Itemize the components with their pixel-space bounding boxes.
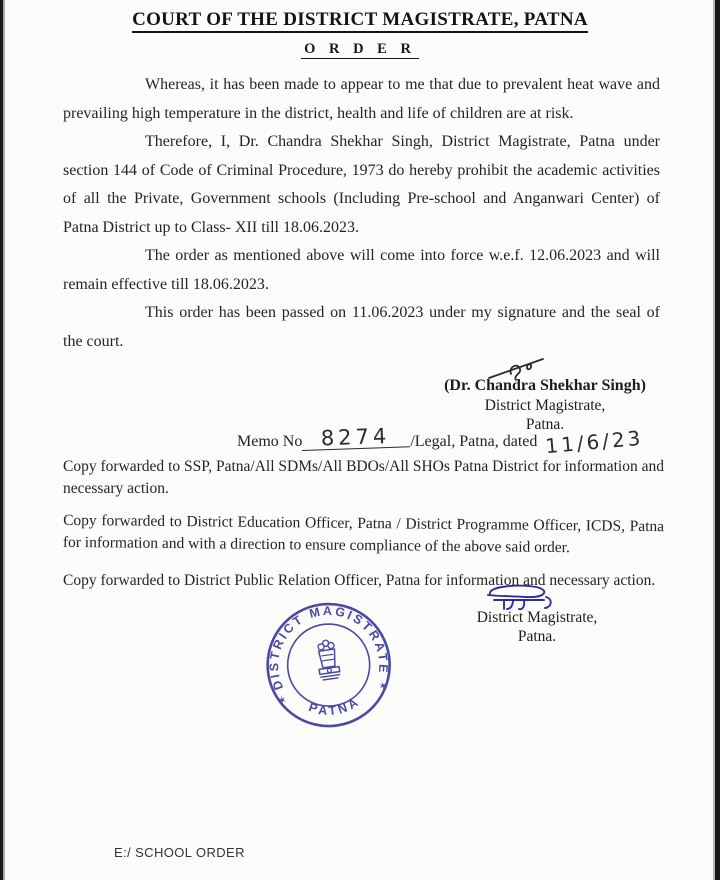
memo-line (237, 423, 645, 459)
order-body (63, 71, 660, 356)
paragraph-force: The order as mentioned above will come into force w.e.f. 12.06.2023 and will remain effective till 18.06.2023. (63, 247, 660, 293)
scan-edge-left (0, 0, 5, 880)
signatory-name: (Dr. Chandra Shekhar Singh) (444, 377, 646, 394)
copy-note-pro: Copy forwarded to District Public Relation Officer, Patna for information and necessary action. (63, 572, 656, 589)
memo-date-handwritten: 11/6/23 (544, 425, 645, 459)
seal-bottom-text: PATNA (306, 693, 363, 719)
svg-text:DISTRICT MAGISTRATE (259, 596, 392, 693)
ashoka-emblem-icon (315, 639, 340, 680)
svg-text:PATNA (305, 693, 364, 721)
seal-star-left: ✶ (276, 694, 288, 708)
copy-note-education: Copy forwarded to District Education Officer, Patna / District Programme Officer, ICDS, Patna for information and with a direction to ensure compliance of the above said order. (62, 511, 665, 556)
copy-forwarded-section (63, 456, 664, 606)
bottom-signatory-title: District Magistrate, (476, 609, 598, 626)
paragraph-passed: This order has been passed on 11.06.2023 under my signature and the seal of the court. (63, 304, 660, 350)
bottom-signatory-block (452, 609, 622, 646)
bottom-signatory-place: Patna. (517, 627, 557, 645)
paragraph-whereas: Whereas, it has been made to appear to me that due to prevalent heat wave and prevailing high temperature in the district, health and life of children are at risk. (63, 76, 660, 122)
copy-note-ssp: Copy forwarded to SSP, Patna/All SDMs/All BDOs/All SHOs Patna District for information and necessary action. (63, 458, 664, 497)
seal-stamp-icon (252, 588, 406, 747)
memo-suffix: /Legal, Patna, dated (410, 433, 538, 450)
scan-edge-right (713, 0, 720, 880)
page-title: COURT OF THE DISTRICT MAGISTRATE, PATNA (0, 9, 720, 31)
memo-label: Memo No (237, 433, 303, 450)
paragraph-therefore: Therefore, I, Dr. Chandra Shekhar Singh, District Magistrate, Patna under section 144 of Code of Criminal Procedure, 1973 do hereby prohibit the academic activities of all the Private, Government schools (Including Pre-school and Anganwari Center) of Patna District up to Class- XII till 18.06.2023. (63, 133, 660, 236)
memo-number-handwritten: 8274 (302, 425, 411, 451)
signatory-place: Patna. (525, 416, 565, 433)
footer-file-note: E:/ SCHOOL ORDER (114, 845, 245, 860)
signatory-title: District Magistrate, (484, 396, 606, 414)
order-heading: O R D E R (0, 41, 720, 58)
seal-ring-text: DISTRICT MAGISTRATE (267, 604, 391, 692)
seal-star-right: ✶ (377, 680, 389, 694)
